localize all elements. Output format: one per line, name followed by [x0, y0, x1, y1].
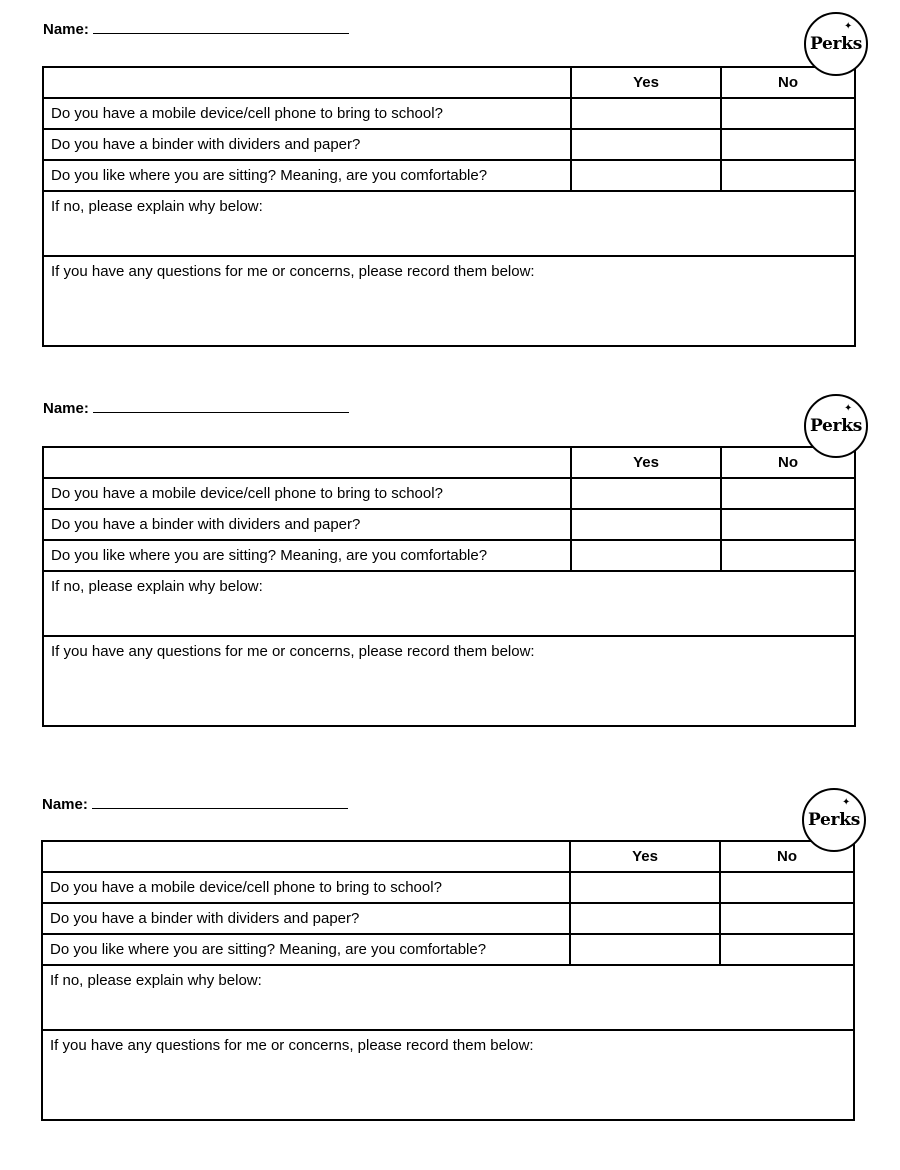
answer-yes-cell[interactable] — [571, 540, 721, 571]
answer-yes-cell[interactable] — [571, 509, 721, 540]
answer-no-cell[interactable] — [720, 934, 854, 965]
answer-no-cell[interactable] — [720, 903, 854, 934]
table-row — [42, 965, 854, 1030]
perks-logo — [804, 12, 868, 76]
concerns-prompt: If you have any questions for me or concerns, please record them below: — [50, 1037, 534, 1054]
header-no: No — [721, 447, 855, 478]
name-blank-line[interactable] — [93, 399, 349, 413]
explain-response-area[interactable] — [43, 191, 855, 256]
explain-response-area[interactable] — [43, 571, 855, 636]
table-row — [43, 636, 855, 726]
question-binder: Do you have a binder with dividers and paper? — [43, 129, 571, 160]
header-no: No — [721, 67, 855, 98]
explain-response-area[interactable] — [42, 965, 854, 1030]
sparkle-icon: ✦ — [844, 21, 853, 32]
logo-text: Perks — [810, 416, 862, 436]
name-field[interactable] — [43, 399, 349, 421]
perks-logo — [804, 394, 868, 458]
question-seating: Do you like where you are sitting? Meaning, are you comfortable? — [43, 160, 571, 191]
header-no: No — [720, 841, 854, 872]
survey-table — [41, 840, 855, 1121]
answer-no-cell[interactable] — [721, 160, 855, 191]
table-row — [42, 934, 854, 965]
name-label: Name: — [42, 796, 88, 813]
table-row — [42, 903, 854, 934]
explain-prompt: If no, please explain why below: — [51, 198, 263, 215]
answer-no-cell[interactable] — [721, 98, 855, 129]
table-row — [43, 509, 855, 540]
header-question — [43, 447, 571, 478]
concerns-response-area[interactable] — [42, 1030, 854, 1120]
header-yes: Yes — [571, 447, 721, 478]
name-blank-line[interactable] — [92, 795, 348, 809]
logo-text: Perks — [808, 810, 860, 830]
question-mobile-device: Do you have a mobile device/cell phone to bring to school? — [43, 98, 571, 129]
header-question — [43, 67, 571, 98]
concerns-prompt: If you have any questions for me or concerns, please record them below: — [51, 643, 535, 660]
table-row — [43, 160, 855, 191]
question-binder: Do you have a binder with dividers and paper? — [42, 903, 570, 934]
question-seating: Do you like where you are sitting? Meaning, are you comfortable? — [43, 540, 571, 571]
answer-yes-cell[interactable] — [571, 98, 721, 129]
question-mobile-device: Do you have a mobile device/cell phone to bring to school? — [43, 478, 571, 509]
survey-table — [42, 66, 856, 347]
answer-yes-cell[interactable] — [570, 872, 720, 903]
concerns-response-area[interactable] — [43, 636, 855, 726]
answer-no-cell[interactable] — [721, 509, 855, 540]
table-header-row — [43, 447, 855, 478]
answer-yes-cell[interactable] — [571, 129, 721, 160]
answer-yes-cell[interactable] — [570, 903, 720, 934]
question-seating: Do you like where you are sitting? Meaning, are you comfortable? — [42, 934, 570, 965]
answer-no-cell[interactable] — [721, 129, 855, 160]
name-field[interactable] — [43, 20, 349, 42]
table-header-row — [43, 67, 855, 98]
question-mobile-device: Do you have a mobile device/cell phone to bring to school? — [42, 872, 570, 903]
survey-table — [42, 446, 856, 727]
name-field[interactable] — [42, 795, 348, 817]
explain-prompt: If no, please explain why below: — [51, 578, 263, 595]
logo-text: Perks — [810, 34, 862, 54]
concerns-prompt: If you have any questions for me or concerns, please record them below: — [51, 263, 535, 280]
table-row — [43, 540, 855, 571]
concerns-response-area[interactable] — [43, 256, 855, 346]
sparkle-icon: ✦ — [844, 403, 853, 414]
sparkle-icon: ✦ — [842, 797, 851, 808]
answer-yes-cell[interactable] — [571, 478, 721, 509]
name-label: Name: — [43, 21, 89, 38]
table-row — [43, 571, 855, 636]
table-row — [43, 256, 855, 346]
perks-logo — [802, 788, 866, 852]
answer-yes-cell[interactable] — [570, 934, 720, 965]
header-yes: Yes — [570, 841, 720, 872]
table-row — [43, 98, 855, 129]
table-row — [43, 191, 855, 256]
table-header-row — [42, 841, 854, 872]
table-row — [42, 1030, 854, 1120]
explain-prompt: If no, please explain why below: — [50, 972, 262, 989]
answer-no-cell[interactable] — [721, 478, 855, 509]
answer-no-cell[interactable] — [721, 540, 855, 571]
name-label: Name: — [43, 400, 89, 417]
question-binder: Do you have a binder with dividers and paper? — [43, 509, 571, 540]
table-row — [43, 129, 855, 160]
answer-no-cell[interactable] — [720, 872, 854, 903]
table-row — [42, 872, 854, 903]
header-question — [42, 841, 570, 872]
answer-yes-cell[interactable] — [571, 160, 721, 191]
header-yes: Yes — [571, 67, 721, 98]
name-blank-line[interactable] — [93, 20, 349, 34]
table-row — [43, 478, 855, 509]
